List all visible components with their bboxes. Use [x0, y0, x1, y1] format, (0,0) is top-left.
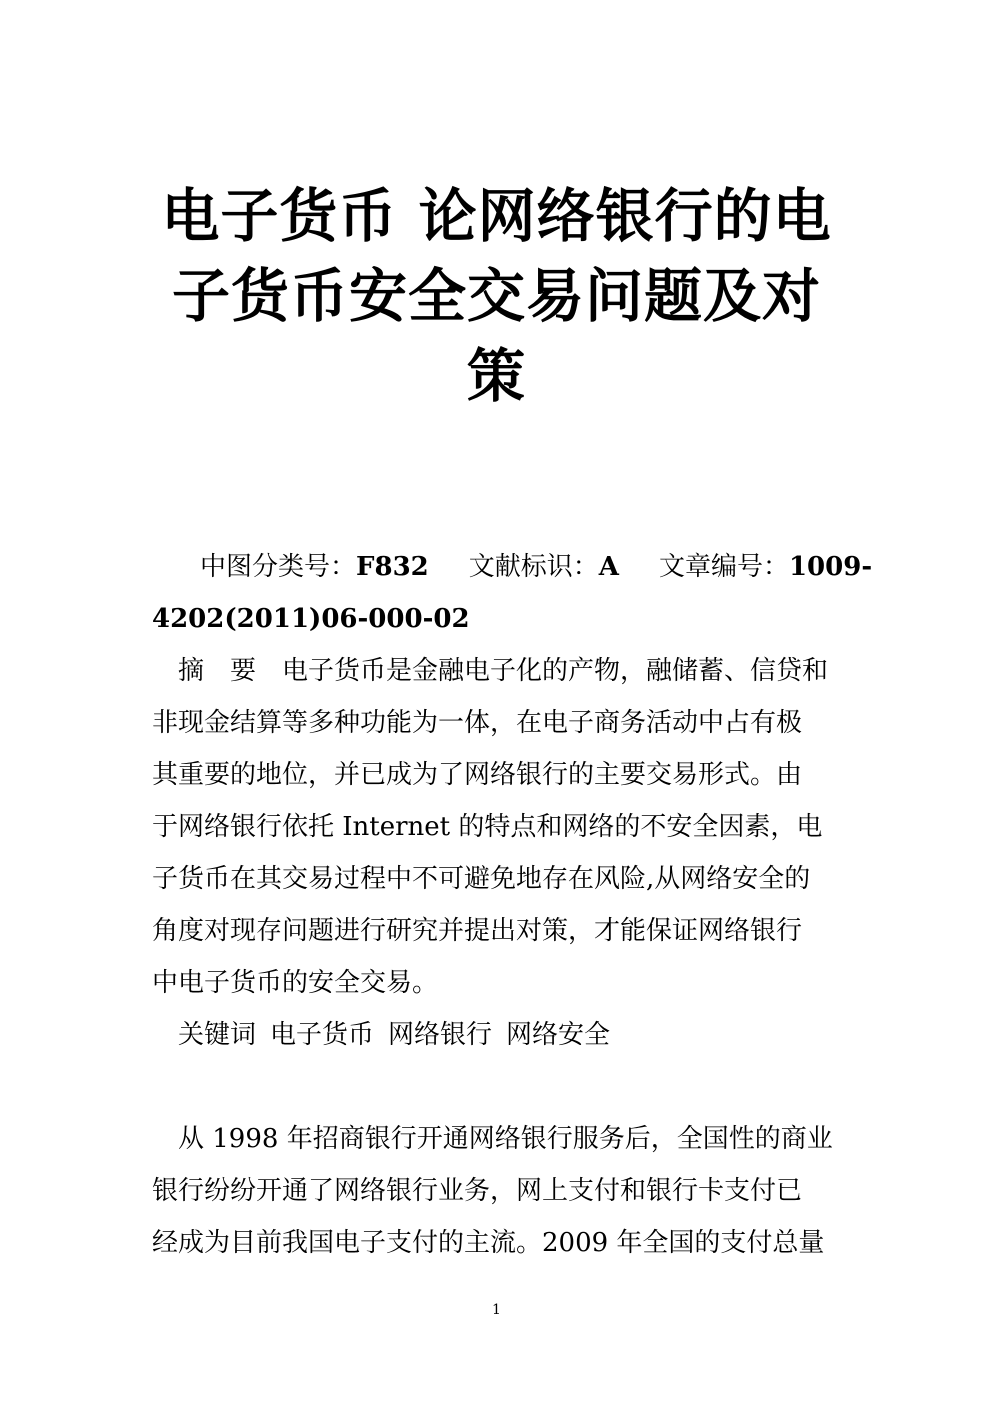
title-line-1: 电子货币 论网络银行的电: [161, 182, 832, 250]
article-number-value-part1: 1009-: [788, 552, 873, 582]
abstract-section: [152, 645, 844, 1009]
abstract-line-7: 中电子货币的安全交易。: [152, 968, 439, 998]
article-metadata: [152, 541, 873, 645]
document-code-label: 文献标识：: [468, 552, 599, 582]
document-code-value: A: [598, 552, 619, 582]
abstract-line-4: 于网络银行依托 Internet 的特点和网络的不安全因素，电: [152, 812, 823, 842]
title-line-2: 子货币安全交易问题及对: [171, 262, 821, 330]
keyword-2: 网络银行: [388, 1020, 493, 1050]
keyword-1: 电子货币: [270, 1020, 375, 1050]
abstract-line-5: 子货币在其交易过程中不可避免地存在风险,从网络安全的: [152, 864, 811, 894]
abstract-line-6: 角度对现存问题进行研究并提出对策，才能保证网络银行: [152, 916, 803, 946]
keywords-line: [152, 1009, 844, 1061]
classification-value: F832: [356, 552, 429, 582]
body-paragraph: [152, 1113, 844, 1269]
abstract-text-1: 电子货币是金融电子化的产物，融储蓄、信贷和: [282, 656, 829, 686]
abstract-line-3: 其重要的地位，并已成为了网络银行的主要交易形式。由: [152, 760, 803, 790]
abstract-line-1: [152, 645, 844, 697]
abstract-label-2: 要: [230, 656, 257, 686]
body-line-2: 银行纷纷开通了网络银行业务，网上支付和银行卡支付已: [152, 1176, 803, 1206]
page-number: 1: [492, 1302, 501, 1318]
body-line-3: 经成为目前我国电子支付的主流。2009 年全国的支付总量: [152, 1228, 825, 1258]
metadata-line-1: [152, 541, 873, 593]
keyword-3: 网络安全: [506, 1020, 611, 1050]
article-number-label: 文章编号：: [658, 552, 789, 582]
keywords-label: 关键词: [178, 1020, 257, 1050]
abstract-label-1: 摘: [178, 656, 205, 686]
body-line-1: 从 1998 年招商银行开通网络银行服务后，全国性的商业: [178, 1124, 833, 1154]
article-number-value-part2: 4202(2011)06-000-02: [152, 604, 470, 634]
document-title: [130, 176, 863, 416]
classification-label: 中图分类号：: [200, 552, 357, 582]
abstract-line-2: 非现金结算等多种功能为一体，在电子商务活动中占有极: [152, 708, 803, 738]
title-line-3: 策: [466, 342, 526, 410]
keywords-section: [152, 1009, 844, 1061]
